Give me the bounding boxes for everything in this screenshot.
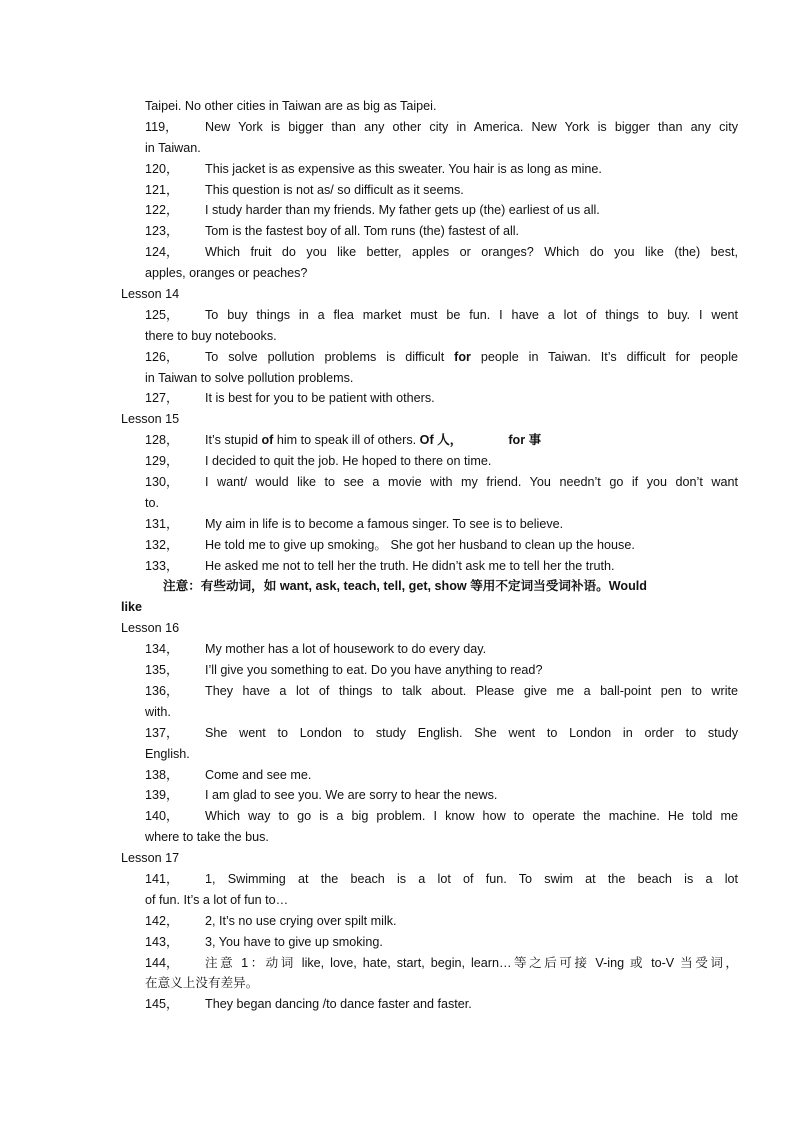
item-number: 120， (145, 161, 179, 176)
item-text: Tom is the fastest boy of all. Tom runs (the) fastest of all. (205, 224, 520, 239)
numbered-item (0, 117, 800, 138)
numbered-item (0, 159, 800, 180)
item-text: Which fruit do you like better, apples or oranges? Which do you like (the) best, (205, 245, 738, 260)
note-text: 注意：有些动词，如 want, ask, teach, tell, get, show 等用不定词当受词补语。Would (163, 579, 647, 594)
bold-word: for (454, 349, 471, 364)
note-line (0, 576, 800, 597)
item-number: 119， (145, 119, 178, 134)
bold-word: of (261, 433, 274, 448)
line-text: apples, oranges or peaches? (145, 266, 308, 281)
continuation-line (0, 96, 800, 117)
continuation-line (0, 368, 800, 389)
line-text: in Taiwan to solve pollution problems. (145, 370, 354, 385)
lesson-heading (0, 284, 800, 305)
item-number: 124， (145, 245, 179, 260)
numbered-item (0, 535, 800, 556)
lesson-heading (0, 409, 800, 430)
lesson-title: Lesson 14 (121, 287, 180, 302)
item-number: 122， (145, 203, 179, 218)
line-text: to. (145, 495, 160, 510)
item-text: She went to London to study English. She went to London in order to study (205, 725, 738, 740)
lesson-title: Lesson 17 (121, 851, 180, 866)
lesson-title: Lesson 16 (121, 621, 180, 636)
item-number: 128， (145, 433, 179, 448)
lesson-heading (0, 618, 800, 639)
numbered-item (0, 305, 800, 326)
continuation-line (0, 890, 800, 911)
continuation-line (0, 263, 800, 284)
lesson-heading (0, 848, 800, 869)
text-run: To solve pollution problems is difficult (205, 349, 455, 364)
numbered-item (0, 681, 800, 702)
item-text: They began dancing /to dance faster and faster. (205, 997, 472, 1012)
item-number: 121， (145, 182, 179, 197)
numbered-item (0, 180, 800, 201)
item-text: To buy things in a flea market must be fun. I have a lot of things to buy. I went (205, 307, 738, 322)
numbered-item (0, 806, 800, 827)
item-text: Come and see me. (205, 767, 312, 782)
continuation-line (0, 702, 800, 723)
numbered-item (0, 221, 800, 242)
item-number: 142， (145, 913, 179, 928)
numbered-item (0, 723, 800, 744)
item-number: 130， (145, 475, 179, 490)
item-text: Which way to go is a big problem. I know how to operate the machine. He told me (205, 809, 738, 824)
item-text: This question is not as/ so difficult as it seems. (205, 182, 464, 197)
item-text: This jacket is as expensive as this sweater. You hair is as long as mine. (205, 161, 602, 176)
item-number: 133， (145, 558, 179, 573)
line-text: of fun. It’s a lot of fun to… (145, 892, 289, 907)
lesson-title: Lesson 15 (121, 412, 180, 427)
item-text (205, 347, 738, 368)
numbered-item (0, 388, 800, 409)
item-number: 125， (145, 307, 179, 322)
numbered-item (0, 953, 800, 974)
item-text: He told me to give up smoking。 She got her husband to clean up the house. (205, 537, 635, 552)
item-text: I am glad to see you. We are sorry to hear the news. (205, 788, 498, 803)
continuation-line (0, 827, 800, 848)
item-number: 143， (145, 934, 179, 949)
numbered-item (0, 911, 800, 932)
item-number: 126， (145, 349, 179, 364)
line-text: there to buy notebooks. (145, 328, 277, 343)
item-number: 123， (145, 224, 179, 239)
numbered-item (0, 514, 800, 535)
numbered-item (0, 242, 800, 263)
numbered-item (0, 994, 800, 1015)
continuation-line (0, 326, 800, 347)
numbered-item (0, 765, 800, 786)
item-number: 138， (145, 767, 179, 782)
numbered-item (0, 869, 800, 890)
numbered-item (0, 932, 800, 953)
numbered-item (0, 347, 800, 368)
item-text: I’ll give you something to eat. Do you have anything to read? (205, 663, 543, 678)
item-text: I study harder than my friends. My father gets up (the) earliest of us all. (205, 203, 600, 218)
item-number: 134， (145, 642, 179, 657)
numbered-item (0, 785, 800, 806)
numbered-item (0, 472, 800, 493)
numbered-item (0, 451, 800, 472)
numbered-item (0, 200, 800, 221)
item-number: 144， (145, 955, 179, 970)
numbered-item (0, 639, 800, 660)
item-number: 140， (145, 809, 179, 824)
note-text: like (121, 600, 143, 615)
continuation-line (0, 493, 800, 514)
item-text: 注意 1：动词 like, love, hate, start, begin, learn…等之后可接 V-ing 或 to-V 当受词， (205, 955, 738, 970)
text-run: him to speak ill of others. (273, 433, 420, 448)
numbered-item (0, 430, 800, 451)
item-text: New York is bigger than any other city in America. New York is bigger than any city (205, 119, 738, 134)
item-number: 132， (145, 537, 179, 552)
item-text: He asked me not to tell her the truth. He didn’t ask me to tell her the truth. (205, 558, 615, 573)
text-run: people in Taiwan. It’s difficult for people (470, 349, 738, 364)
document-page (0, 96, 800, 1015)
item-text: My aim in life is to become a famous singer. To see is to believe. (205, 516, 564, 531)
bold-word: Of 人， (419, 433, 463, 448)
item-number: 129， (145, 454, 179, 469)
item-text: My mother has a lot of housework to do every day. (205, 642, 487, 657)
line-text: Taipei. No other cities in Taiwan are as big as Taipei. (145, 99, 437, 113)
item-text: I want/ would like to see a movie with my friend. You needn’t go if you don’t want (205, 475, 738, 490)
item-number: 136， (145, 683, 179, 698)
numbered-item (0, 660, 800, 681)
continuation-line (0, 138, 800, 159)
item-number: 131， (145, 516, 179, 531)
item-text: I decided to quit the job. He hoped to there on time. (205, 454, 492, 469)
item-number: 145， (145, 997, 179, 1012)
line-text: with. (145, 704, 171, 719)
item-number: 139， (145, 788, 179, 803)
line-text: English. (145, 746, 190, 761)
line-text: in Taiwan. (145, 140, 201, 155)
item-text: 3, You have to give up smoking. (205, 934, 383, 949)
continuation-line (0, 744, 800, 765)
continuation-line (0, 973, 800, 994)
numbered-item (0, 556, 800, 577)
line-text: 在意义上没有差异。 (145, 976, 259, 991)
note-continuation (0, 597, 800, 618)
item-text: It is best for you to be patient with others. (205, 391, 435, 406)
text-run: It’s stupid (205, 433, 262, 448)
bold-word: for 事 (508, 433, 542, 448)
item-text: 2, It’s no use crying over spilt milk. (205, 913, 397, 928)
item-number: 135， (145, 663, 179, 678)
item-text: They have a lot of things to talk about. Please give me a ball-point pen to write (205, 683, 738, 698)
item-number: 137， (145, 725, 179, 740)
line-text: where to take the bus. (145, 830, 269, 845)
item-text (205, 430, 541, 451)
item-number: 127， (145, 391, 179, 406)
item-number: 141， (145, 871, 179, 886)
item-text: 1, Swimming at the beach is a lot of fun. To swim at the beach is a lot (205, 871, 738, 886)
